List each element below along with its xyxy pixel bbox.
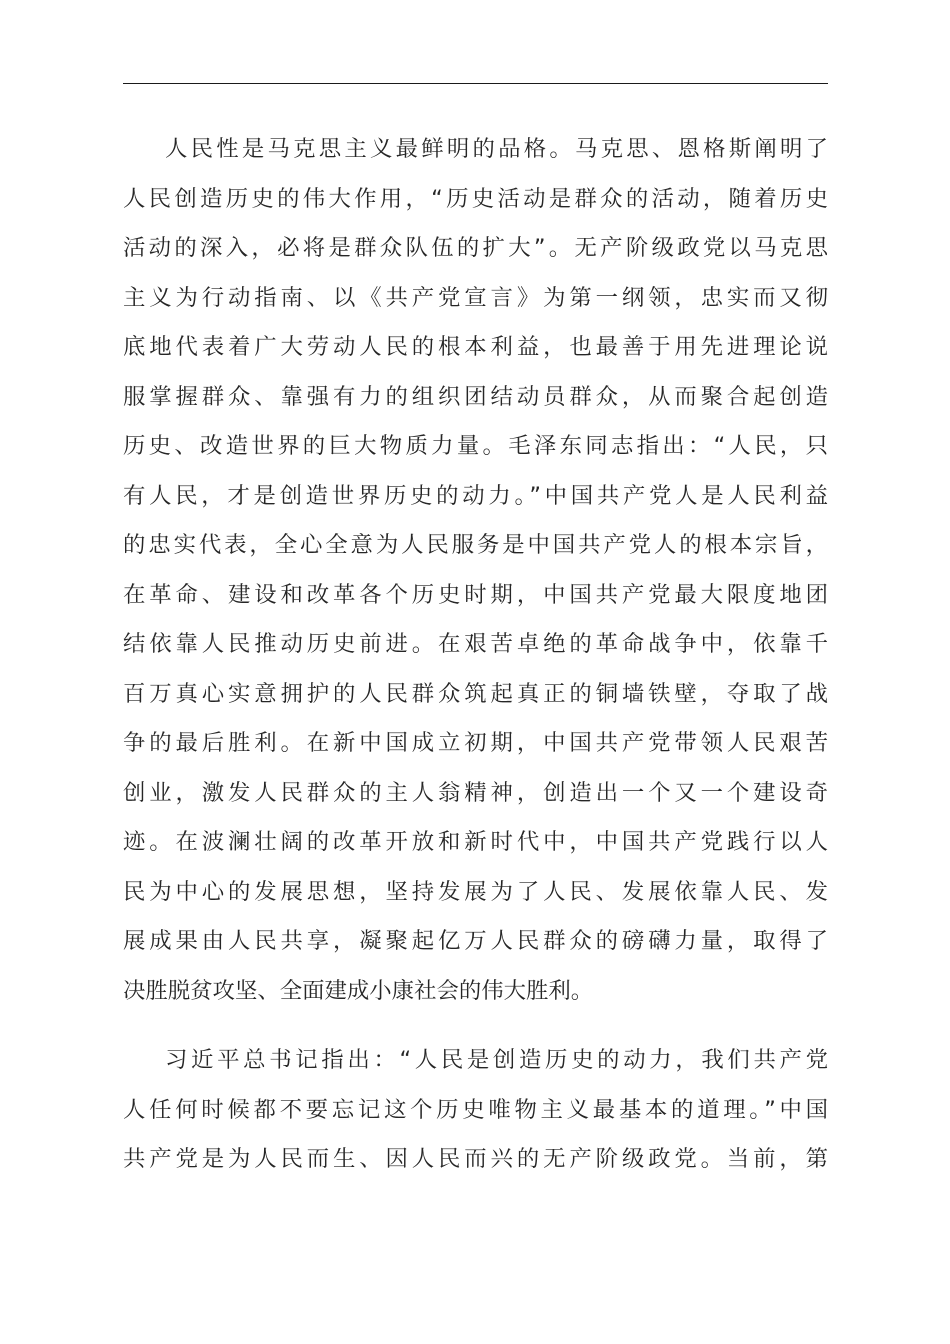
paragraph-line: 有人民，才是创造世界历史的动力。”中国共产党人是人民利益 [123,482,828,509]
paragraph-line: 共产党是为人民而生、因人民而兴的无产阶级政党。当前，第 [123,1146,828,1172]
paragraph-line: 百万真心实意拥护的人民群众筑起真正的铜墙铁壁，夺取了战 [123,680,828,707]
paragraph-line: 活动的深入，必将是群众队伍的扩大”。无产阶级政党以马克思 [123,235,828,261]
paragraph-line: 主义为行动指南、以《共产党宣言》为第一纲领，忠实而又彻 [123,284,828,311]
paragraph-line: 底地代表着广大劳动人民的根本利益，也最善于用先进理论说 [123,334,828,360]
paragraph-line: 习近平总书记指出：“人民是创造历史的动力，我们共产党 [165,1047,828,1073]
paragraph-line: 迹。在波澜壮阔的改革开放和新时代中，中国共产党践行以人 [123,829,828,855]
paragraph-line: 创业，激发人民群众的主人翁精神，创造出一个又一个建设奇 [123,779,828,806]
paragraph-line: 在革命、建设和改革各个历史时期，中国共产党最大限度地团 [123,581,828,608]
header-rule [123,83,828,84]
paragraph-line: 历史、改造世界的巨大物质力量。毛泽东同志指出：“人民，只 [123,433,828,459]
paragraph-line: 决胜脱贫攻坚、全面建成小康社会的伟大胜利。 [123,977,594,1004]
paragraph-line: 民为中心的发展思想，坚持发展为了人民、发展依靠人民、发 [123,878,828,905]
paragraph-line: 的忠实代表，全心全意为人民服务是中国共产党人的根本宗旨， [123,532,828,558]
paragraph-line: 结依靠人民推动历史前进。在艰苦卓绝的革命战争中，依靠千 [123,631,828,657]
paragraph-line: 人民性是马克思主义最鲜明的品格。马克思、恩格斯阐明了 [165,136,828,162]
paragraph-line: 争的最后胜利。在新中国成立初期，中国共产党带领人民艰苦 [123,730,828,756]
paragraph-line: 人任何时候都不要忘记这个历史唯物主义最基本的道理。”中国 [123,1096,828,1123]
paragraph-line: 展成果由人民共享，凝聚起亿万人民群众的磅礴力量，取得了 [123,928,828,954]
paragraph-line: 服掌握群众、靠强有力的组织团结动员群众，从而聚合起创造 [123,383,828,410]
paragraph-1 [123,125,828,1016]
paragraph-line: 人民创造历史的伟大作用，“历史活动是群众的活动，随着历史 [123,185,828,212]
paragraph-2 [123,1036,828,1185]
